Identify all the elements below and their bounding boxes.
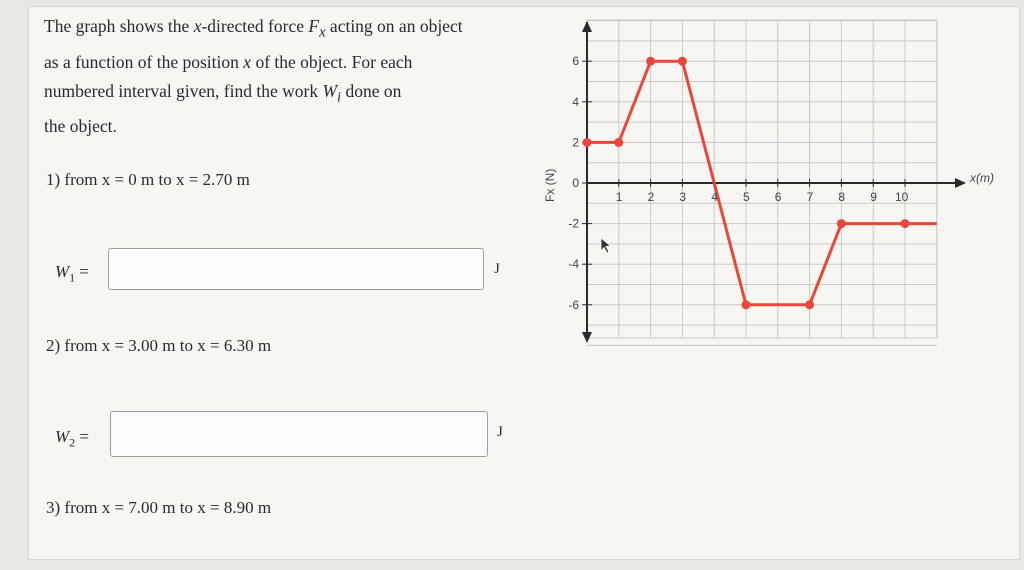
- problem-text: acting on an object: [325, 16, 463, 36]
- x-tick-label: 4: [711, 190, 718, 204]
- mouse-cursor-icon: [601, 238, 611, 253]
- w2-label: $W_2$ =: [55, 427, 90, 450]
- problem-text: the object.: [44, 116, 117, 136]
- var-work-sub: i: [337, 89, 342, 105]
- problem-statement: [44, 12, 514, 141]
- problem-text: as a function of the position: [44, 51, 244, 72]
- question-1-text: 1) from x = 0 m to x = 2.70 m: [46, 170, 250, 189]
- x-tick-label: 2: [647, 190, 655, 204]
- y-tick-label: -2: [568, 216, 579, 231]
- data-point-marker: [583, 138, 592, 147]
- w1-label: $W_1$ =: [55, 262, 90, 285]
- grid-border: [587, 20, 937, 338]
- x-axis-arrow: [955, 178, 966, 188]
- y-tick-label: -6: [568, 297, 579, 312]
- w1-answer-input[interactable]: [108, 248, 484, 290]
- var-x: x: [243, 51, 252, 72]
- x-tick-label: 1: [615, 190, 623, 204]
- question-2-text: 2) from x = 3.00 m to x = 6.30 m: [46, 336, 272, 355]
- y-tick-label: 2: [572, 135, 579, 150]
- w1-unit: J: [494, 261, 500, 277]
- y-tick-label: 4: [572, 94, 579, 109]
- data-point-marker: [805, 300, 814, 309]
- data-point-marker: [742, 300, 751, 309]
- y-tick-label: 6: [572, 54, 579, 69]
- var-force: F: [308, 16, 320, 36]
- x-tick-label: 3: [679, 190, 687, 204]
- y-tick-label: 0: [572, 176, 579, 190]
- w2-answer-input[interactable]: [110, 411, 488, 457]
- problem-text: of the object. For each: [251, 51, 413, 72]
- chart-axes: [582, 21, 966, 343]
- data-point-marker: [678, 57, 687, 66]
- data-point-marker: [837, 219, 846, 228]
- x-tick-label: 9: [870, 190, 877, 204]
- var-x: x: [193, 16, 202, 36]
- data-point-marker: [646, 57, 655, 66]
- w2-unit: J: [497, 424, 503, 440]
- problem-text: numbered interval given, find the work: [44, 80, 323, 101]
- x-tick-label: 8: [838, 190, 846, 204]
- data-point-marker: [901, 219, 910, 228]
- x-tick-label: 10: [895, 190, 909, 204]
- x-tick-label: 7: [806, 190, 814, 204]
- y-axis-label: Fx (N): [543, 168, 557, 202]
- x-axis-label: x(m): [970, 171, 994, 185]
- var-force-sub: x: [319, 24, 326, 41]
- y-axis-arrow-up: [582, 21, 592, 32]
- problem-text: The graph shows the: [44, 16, 194, 36]
- problem-text: -directed force: [201, 16, 309, 36]
- x-tick-label: 6: [774, 190, 782, 204]
- data-point-marker: [614, 138, 623, 147]
- x-tick-label: 5: [743, 190, 750, 204]
- force-position-graph: [530, 12, 1000, 352]
- y-tick-label: -4: [568, 257, 579, 272]
- var-work: W: [322, 80, 338, 101]
- question-3-text: 3) from x = 7.00 m to x = 8.90 m: [46, 498, 272, 517]
- problem-text: done on: [341, 80, 402, 101]
